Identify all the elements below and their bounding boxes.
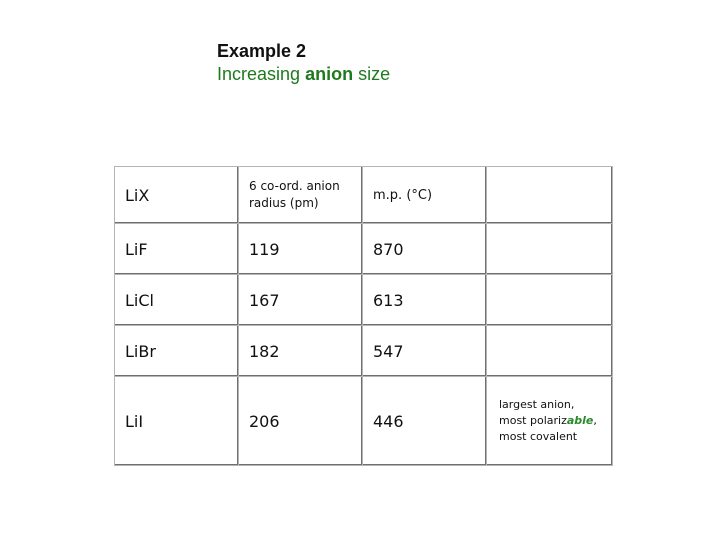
cell-melting-point: 870 <box>363 224 487 275</box>
cell-note <box>487 224 613 275</box>
header-notes <box>487 167 613 224</box>
cell-note <box>487 275 613 326</box>
table-row <box>115 377 613 466</box>
header-radius: 6 co-ord. anion radius (pm) <box>239 167 363 224</box>
cell-melting-point: 446 <box>363 377 487 466</box>
header-melting-point: m.p. (°C) <box>363 167 487 224</box>
cell-compound: LiI <box>115 377 239 466</box>
cell-melting-point: 547 <box>363 326 487 377</box>
cell-radius: 206 <box>239 377 363 466</box>
cell-radius: 182 <box>239 326 363 377</box>
subtitle-suffix: size <box>353 64 391 84</box>
note-line-2-suffix: , <box>593 414 597 427</box>
slide-subtitle <box>217 63 390 86</box>
cell-note-covalent <box>487 377 613 466</box>
cell-radius: 167 <box>239 275 363 326</box>
slide-title-block <box>217 40 390 86</box>
subtitle-emphasis: anion <box>305 64 354 84</box>
cell-melting-point: 613 <box>363 275 487 326</box>
table-header-row <box>115 167 613 224</box>
slide-title: Example 2 <box>217 41 307 61</box>
cell-compound: LiBr <box>115 326 239 377</box>
header-compound: LiX <box>115 167 239 224</box>
cell-note <box>487 326 613 377</box>
cell-radius: 119 <box>239 224 363 275</box>
table-row <box>115 275 613 326</box>
note-line-1: largest anion, <box>499 398 575 411</box>
table-row <box>115 326 613 377</box>
cell-compound: LiCl <box>115 275 239 326</box>
note-line-3: most covalent <box>499 430 578 443</box>
lithium-halide-table <box>114 166 613 466</box>
note-line-2 <box>499 413 612 429</box>
note-line-2-highlight: able <box>566 414 594 427</box>
cell-compound: LiF <box>115 224 239 275</box>
table-row <box>115 224 613 275</box>
note-line-2-prefix: most polariz <box>499 414 567 427</box>
subtitle-prefix: Increasing <box>217 64 306 84</box>
